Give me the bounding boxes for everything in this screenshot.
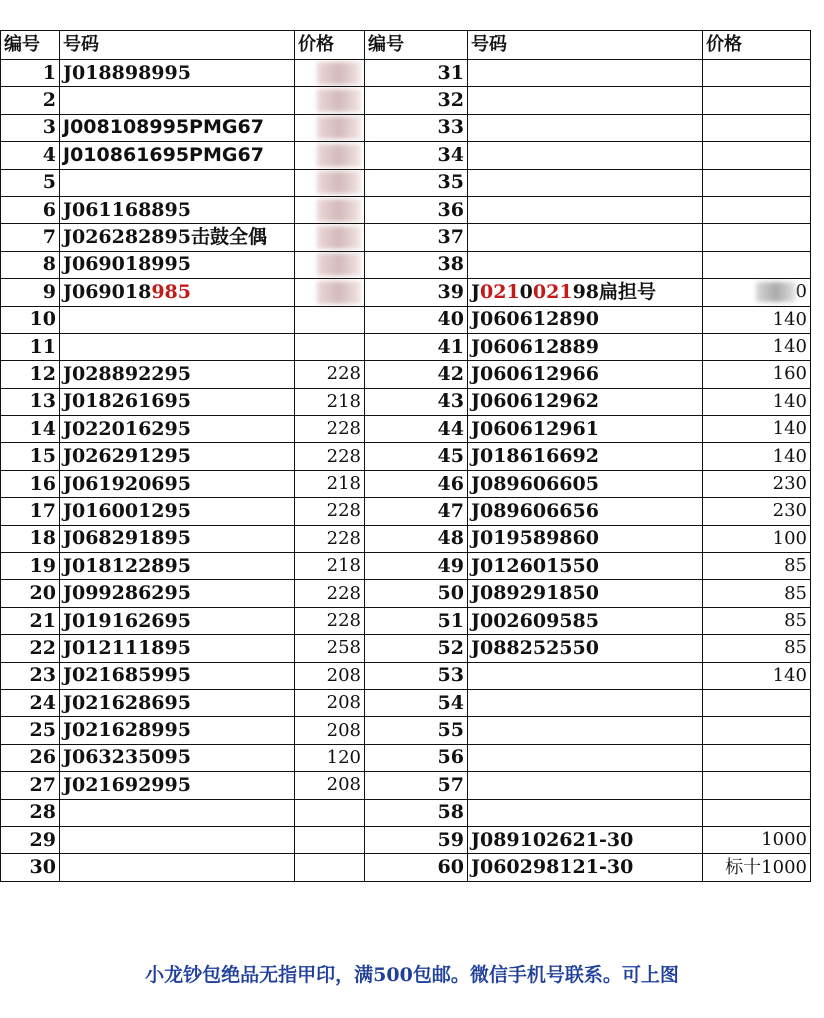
row-id-cell: 9 (1, 279, 60, 306)
row-id-cell: 56 (365, 744, 468, 771)
row-id-cell: 34 (365, 142, 468, 169)
number-cell: J088252550 (468, 635, 703, 662)
price-cell (295, 196, 365, 223)
row-id-cell: 52 (365, 635, 468, 662)
footer-note: 小龙钞包绝品无指甲印，满500包邮。微信手机号联系。可上图 (145, 964, 679, 986)
table-row (1, 251, 811, 278)
row-id-cell: 55 (365, 717, 468, 744)
number-cell: J069018995 (60, 251, 295, 278)
table-row (1, 635, 811, 662)
row-id-cell: 16 (1, 470, 60, 497)
table-row (1, 142, 811, 169)
row-id-cell: 17 (1, 498, 60, 525)
number-cell: J018898995 (60, 60, 295, 87)
table-row (1, 498, 811, 525)
price-cell (703, 60, 811, 87)
price-cell: 228 (295, 498, 365, 525)
price-cell: 85 (703, 635, 811, 662)
row-id-cell: 33 (365, 114, 468, 141)
header-price-left: 价格 (295, 31, 365, 60)
table-row (1, 416, 811, 443)
number-cell (468, 60, 703, 87)
row-id-cell: 39 (365, 279, 468, 306)
number-cell: J060612966 (468, 361, 703, 388)
price-cell: 140 (703, 333, 811, 360)
number-cell: J021628695 (60, 689, 295, 716)
number-cell: J061920695 (60, 470, 295, 497)
price-cell: 208 (295, 689, 365, 716)
number-text: J (471, 280, 480, 303)
row-id-cell: 38 (365, 251, 468, 278)
price-cell (295, 87, 365, 114)
number-cell: J060612962 (468, 388, 703, 415)
row-id-cell: 41 (365, 333, 468, 360)
redacted-price-blur (317, 89, 361, 112)
price-cell (703, 87, 811, 114)
row-id-cell: 32 (365, 87, 468, 114)
row-id-cell: 25 (1, 717, 60, 744)
number-cell: J016001295 (60, 498, 295, 525)
header-number-left: 号码 (60, 31, 295, 60)
table-row (1, 470, 811, 497)
header-id-right: 编号 (365, 31, 468, 60)
number-text: J069018 (63, 280, 152, 303)
redacted-price-blur (317, 253, 361, 276)
row-id-cell: 28 (1, 799, 60, 826)
price-cell: 218 (295, 388, 365, 415)
row-id-cell: 10 (1, 306, 60, 333)
row-id-cell: 43 (365, 388, 468, 415)
number-cell (468, 717, 703, 744)
price-cell: 140 (703, 306, 811, 333)
row-id-cell: 50 (365, 580, 468, 607)
row-id-cell: 49 (365, 553, 468, 580)
price-cell (703, 169, 811, 196)
row-id-cell: 27 (1, 772, 60, 799)
price-cell: 218 (295, 470, 365, 497)
row-id-cell: 13 (1, 388, 60, 415)
price-cell: 228 (295, 443, 365, 470)
number-cell: J019162695 (60, 607, 295, 634)
price-cell: 228 (295, 607, 365, 634)
row-id-cell: 21 (1, 607, 60, 634)
number-text: 0 (519, 280, 533, 303)
price-cell: 258 (295, 635, 365, 662)
price-cell: 228 (295, 361, 365, 388)
number-cell (468, 689, 703, 716)
number-cell: J018261695 (60, 388, 295, 415)
number-cell: J068291895 (60, 525, 295, 552)
row-id-cell: 36 (365, 196, 468, 223)
redacted-price-blur (317, 171, 361, 194)
price-cell: 85 (703, 580, 811, 607)
row-id-cell: 18 (1, 525, 60, 552)
number-cell (468, 279, 703, 306)
table-row (1, 306, 811, 333)
price-cell: 228 (295, 525, 365, 552)
number-cell (60, 799, 295, 826)
redacted-price-blur (317, 62, 361, 85)
price-cell (703, 114, 811, 141)
row-id-cell: 19 (1, 553, 60, 580)
table-row (1, 607, 811, 634)
redacted-price-blur (317, 116, 361, 139)
number-cell (468, 142, 703, 169)
number-highlight-text: 021 (480, 280, 520, 303)
price-cell (295, 306, 365, 333)
number-cell (468, 772, 703, 799)
number-cell (60, 87, 295, 114)
price-cell (295, 333, 365, 360)
row-id-cell: 4 (1, 142, 60, 169)
row-id-cell: 22 (1, 635, 60, 662)
table-row (1, 662, 811, 689)
row-id-cell: 60 (365, 854, 468, 881)
row-id-cell: 6 (1, 196, 60, 223)
number-cell: J010861695PMG67 (60, 142, 295, 169)
price-cell: 120 (295, 744, 365, 771)
number-cell: J060612889 (468, 333, 703, 360)
number-cell (60, 169, 295, 196)
redacted-price-blur (317, 226, 361, 249)
table-row (1, 279, 811, 306)
number-cell (60, 826, 295, 853)
price-cell (703, 251, 811, 278)
number-cell: J089291850 (468, 580, 703, 607)
row-id-cell: 57 (365, 772, 468, 799)
row-id-cell: 14 (1, 416, 60, 443)
price-cell: 140 (703, 416, 811, 443)
table-row (1, 826, 811, 853)
number-cell: J018122895 (60, 553, 295, 580)
number-cell (468, 744, 703, 771)
number-cell: J060298121-30 (468, 854, 703, 881)
table-row (1, 443, 811, 470)
price-cell (703, 279, 811, 306)
price-cell: 140 (703, 662, 811, 689)
table-row (1, 224, 811, 251)
row-id-cell: 5 (1, 169, 60, 196)
price-cell: 208 (295, 717, 365, 744)
redacted-price-blur (317, 199, 361, 222)
row-id-cell: 20 (1, 580, 60, 607)
table-row (1, 388, 811, 415)
table-row (1, 689, 811, 716)
number-cell: J060612890 (468, 306, 703, 333)
price-cell (295, 142, 365, 169)
number-cell: J028892295 (60, 361, 295, 388)
header-id-left: 编号 (1, 31, 60, 60)
price-cell (703, 689, 811, 716)
price-cell (295, 169, 365, 196)
number-cell (468, 224, 703, 251)
row-id-cell: 29 (1, 826, 60, 853)
price-cell (295, 224, 365, 251)
number-cell (468, 662, 703, 689)
price-cell: 85 (703, 553, 811, 580)
redacted-price-blur (317, 144, 361, 167)
number-cell: J022016295 (60, 416, 295, 443)
redacted-price-blur (756, 282, 796, 302)
row-id-cell: 58 (365, 799, 468, 826)
number-cell: J021692995 (60, 772, 295, 799)
table-row (1, 772, 811, 799)
number-cell: J099286295 (60, 580, 295, 607)
price-cell (703, 772, 811, 799)
number-cell: J026291295 (60, 443, 295, 470)
price-text: 0 (795, 281, 807, 303)
number-cell: J063235095 (60, 744, 295, 771)
price-cell (703, 196, 811, 223)
row-id-cell: 54 (365, 689, 468, 716)
row-id-cell: 42 (365, 361, 468, 388)
price-cell (703, 142, 811, 169)
table-row (1, 580, 811, 607)
price-cell (703, 744, 811, 771)
number-cell (60, 854, 295, 881)
row-id-cell: 1 (1, 60, 60, 87)
price-cell: 218 (295, 553, 365, 580)
number-cell: J012111895 (60, 635, 295, 662)
number-cell: J021628995 (60, 717, 295, 744)
number-cell: J089606656 (468, 498, 703, 525)
table-row (1, 169, 811, 196)
price-cell: 230 (703, 498, 811, 525)
row-id-cell: 7 (1, 224, 60, 251)
price-cell: 230 (703, 470, 811, 497)
number-cell: J026282895击鼓全偶 (60, 224, 295, 251)
price-cell: 100 (703, 525, 811, 552)
table-row (1, 525, 811, 552)
row-id-cell: 30 (1, 854, 60, 881)
price-cell (295, 799, 365, 826)
row-id-cell: 35 (365, 169, 468, 196)
price-cell: 160 (703, 361, 811, 388)
number-cell: J061168895 (60, 196, 295, 223)
price-cell (703, 224, 811, 251)
price-cell (703, 799, 811, 826)
number-cell (468, 169, 703, 196)
row-id-cell: 45 (365, 443, 468, 470)
number-cell: J018616692 (468, 443, 703, 470)
price-cell: 85 (703, 607, 811, 634)
row-id-cell: 37 (365, 224, 468, 251)
table-row (1, 744, 811, 771)
number-cell: J060612961 (468, 416, 703, 443)
row-id-cell: 48 (365, 525, 468, 552)
redacted-price-blur (317, 281, 361, 304)
number-cell: J021685995 (60, 662, 295, 689)
number-cell: J089102621-30 (468, 826, 703, 853)
table-row (1, 87, 811, 114)
table-row (1, 196, 811, 223)
number-cell: J089606605 (468, 470, 703, 497)
number-cell (468, 799, 703, 826)
price-cell: 228 (295, 580, 365, 607)
table-row (1, 717, 811, 744)
number-cell: J008108995PMG67 (60, 114, 295, 141)
number-cell: J019589860 (468, 525, 703, 552)
header-number-right: 号码 (468, 31, 703, 60)
number-cell (468, 87, 703, 114)
price-cell (295, 826, 365, 853)
table-row (1, 333, 811, 360)
number-cell (60, 333, 295, 360)
table-row (1, 854, 811, 881)
price-cell: 208 (295, 772, 365, 799)
number-cell: J012601550 (468, 553, 703, 580)
row-id-cell: 51 (365, 607, 468, 634)
row-id-cell: 26 (1, 744, 60, 771)
price-cell (295, 279, 365, 306)
number-cell (60, 306, 295, 333)
row-id-cell: 2 (1, 87, 60, 114)
price-cell (295, 114, 365, 141)
table-row (1, 361, 811, 388)
price-cell: 208 (295, 662, 365, 689)
number-cell (468, 196, 703, 223)
number-highlight-text: 985 (151, 280, 191, 303)
row-id-cell: 44 (365, 416, 468, 443)
row-id-cell: 53 (365, 662, 468, 689)
price-cell (295, 251, 365, 278)
price-cell: 140 (703, 388, 811, 415)
price-cell: 228 (295, 416, 365, 443)
row-id-cell: 31 (365, 60, 468, 87)
number-cell (468, 251, 703, 278)
header-price-right: 价格 (703, 31, 811, 60)
price-table (0, 30, 811, 882)
row-id-cell: 12 (1, 361, 60, 388)
price-cell: 1000 (703, 826, 811, 853)
row-id-cell: 11 (1, 333, 60, 360)
row-id-cell: 47 (365, 498, 468, 525)
price-cell (295, 854, 365, 881)
table-row (1, 553, 811, 580)
row-id-cell: 59 (365, 826, 468, 853)
price-cell: 140 (703, 443, 811, 470)
number-cell (60, 279, 295, 306)
table-row (1, 60, 811, 87)
header-row (1, 31, 811, 60)
row-id-cell: 40 (365, 306, 468, 333)
number-cell (468, 114, 703, 141)
number-text: 98扁担号 (572, 280, 657, 303)
number-highlight-text: 021 (532, 280, 573, 303)
price-cell: 标十1000 (703, 854, 811, 881)
row-id-cell: 15 (1, 443, 60, 470)
price-cell (295, 60, 365, 87)
number-cell: J002609585 (468, 607, 703, 634)
row-id-cell: 46 (365, 470, 468, 497)
row-id-cell: 3 (1, 114, 60, 141)
table-row (1, 799, 811, 826)
row-id-cell: 24 (1, 689, 60, 716)
price-cell (703, 717, 811, 744)
table-row (1, 114, 811, 141)
row-id-cell: 23 (1, 662, 60, 689)
row-id-cell: 8 (1, 251, 60, 278)
